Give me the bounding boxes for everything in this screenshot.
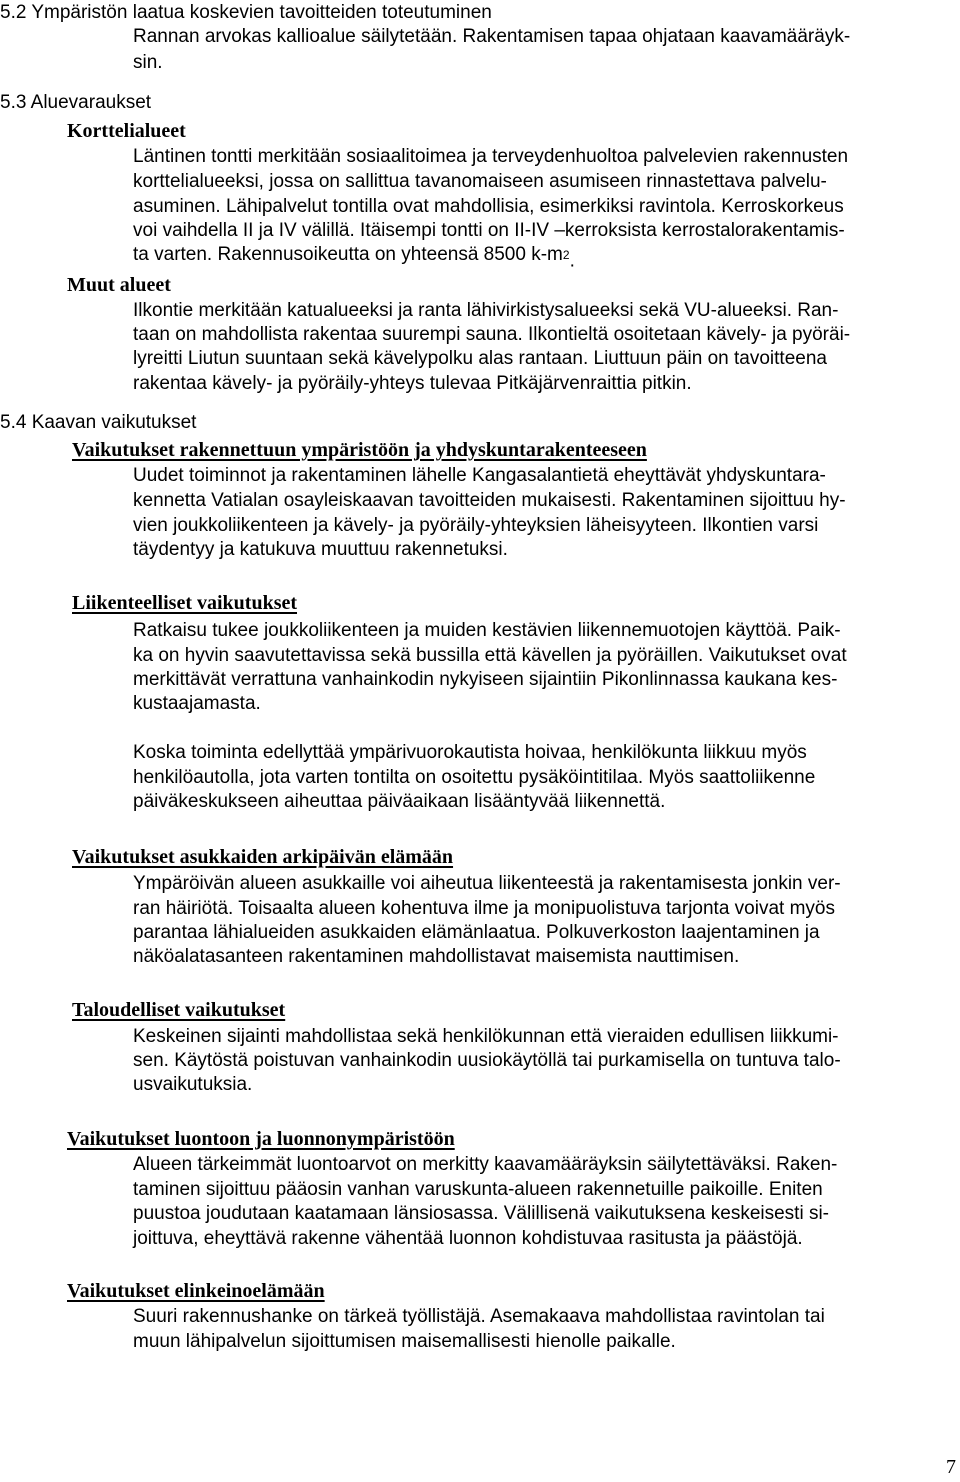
paragraph-line: ran häiriötä. Toisaalta alueen kohentuva ilme ja monipuolistuva tarjonta voivat myös [133, 898, 835, 919]
paragraph-line: kennetta Vatialan osayleiskaavan tavoitteiden mukaisesti. Rakentaminen sijoittuu hy- [133, 490, 846, 511]
paragraph-line: merkittävät verrattuna vanhainkodin nykyiseen sijaintiin Pikonlinnassa kaukana kes- [133, 669, 838, 690]
paragraph-line: Uudet toiminnot ja rakentaminen lähelle Kangasalantietä eheyttävät yhdyskuntara- [133, 465, 826, 486]
paragraph-line: taminen sijoittuu pääosin vanhan varuskunta-alueen rakennetuille paikoille. Eniten [133, 1179, 823, 1200]
paragraph-line: päiväkeskukseen aiheuttaa päiväaikaan lisääntyvää liikennettä. [133, 791, 666, 812]
paragraph-line: voi vaihdella II ja IV välillä. Itäisempi tontti on II-IV –kerroksista kerrostalorakentamis- [133, 220, 845, 241]
luonto-heading: Vaikutukset luontoon ja luonnonympäristöön [67, 1128, 455, 1150]
paragraph-line: muun lähipalvelun sijoittumisen maisemallisesti hienolle paikalle. [133, 1331, 676, 1352]
paragraph-line-last [133, 243, 575, 273]
liikenne-heading: Liikenteelliset vaikutukset [72, 592, 298, 614]
korttelialueet-heading: Korttelialueet [67, 120, 186, 142]
paragraph-line: korttelialueeksi, jossa on sallittua tavanomaiseen asumiseen rinnastettava palvelu- [133, 171, 827, 192]
section-5-2-heading: 5.2 Ympäristön laatua koskevien tavoitteiden toteutuminen [0, 2, 492, 23]
paragraph-line: Ratkaisu tukee joukkoliikenteen ja muiden kestävien liikennemuotojen käyttöä. Paik- [133, 620, 841, 641]
paragraph-line: Läntinen tontti merkitään sosiaalitoimea ja terveydenhuoltoa palvelevien rakennusten [133, 146, 849, 167]
paragraph-line: ta varten. Rakennusoikeutta on yhteensä 8500 k-m [133, 244, 563, 265]
paragraph-line: Keskeinen sijainti mahdollistaa sekä henkilökunnan että vieraiden edullisen liikkumi- [133, 1026, 839, 1047]
paragraph-line: rakentaa kävely- ja pyöräily-yhteys tulevaa Pitkäjärvenraittia pitkin. [133, 373, 692, 394]
paragraph-line: näköalatasanteen rakentaminen mahdollistavat maisemista nauttimisen. [133, 946, 740, 967]
arki-heading: Vaikutukset asukkaiden arkipäivän elämään [72, 846, 454, 868]
talous-heading: Taloudelliset vaikutukset [72, 999, 286, 1021]
paragraph-line: Rannan arvokas kallioalue säilytetään. Rakentamisen tapaa ohjataan kaavamääräyk- [133, 26, 851, 47]
paragraph-line: puustoa joudutaan kaatamaan länsiosassa. Välillisenä vaikutuksena keskeisesti si- [133, 1203, 830, 1224]
paragraph-line: sin. [133, 52, 163, 73]
paragraph-line: Ympäröivän alueen asukkaille voi aiheutua liikenteestä ja rakentamisesta jonkin ver- [133, 873, 841, 894]
paragraph-line: kustaajamasta. [133, 693, 261, 714]
paragraph-line: ka on hyvin saavutettavissa sekä bussilla että kävellen ja pyöräillen. Vaikutukset ovat [133, 645, 847, 666]
muut-alueet-heading: Muut alueet [67, 274, 171, 296]
paragraph-line: parantaa lähialueiden asukkaiden elämänlaatua. Polkuverkoston laajentaminen ja [133, 922, 820, 943]
page-number: 7 [946, 1456, 956, 1478]
superscript: 2 [562, 248, 570, 262]
paragraph-line: joittuva, eheyttävä rakenne vähentää luonnon kohdistuvaa rasitusta ja päästöjä. [133, 1228, 803, 1249]
paragraph-line: asuminen. Lähipalvelut tontilla ovat mahdollisia, esimerkiksi ravintola. Kerroskorkeus [133, 196, 844, 217]
paragraph-line: sen. Käytöstä poistuvan vanhainkodin uusiokäytöllä tai purkamisella on tuntuva talo- [133, 1050, 841, 1071]
paragraph-line: Ilkontie merkitään katualueeksi ja ranta lähivirkistysalueeksi sekä VU-alueeksi. Ran- [133, 300, 839, 321]
paragraph-line: täydentyy ja katukuva muuttuu rakennetuksi. [133, 539, 508, 560]
paragraph-line: lyreitti Liutun suuntaan sekä kävelypolku alas rantaan. Liuttuun päin on tavoitteena [133, 348, 827, 369]
section-5-3-heading: 5.3 Aluevaraukset [0, 92, 152, 113]
section-5-4-heading: 5.4 Kaavan vaikutukset [0, 412, 197, 433]
paragraph-line: Suuri rakennushanke on tärkeä työllistäjä. Asemakaava mahdollistaa ravintolan tai [133, 1306, 825, 1327]
paragraph-line: usvaikutuksia. [133, 1074, 253, 1095]
rakennettu-heading: Vaikutukset rakennettuun ympäristöön ja yhdyskuntarakenteeseen [72, 439, 647, 461]
elinkeino-heading: Vaikutukset elinkeinoelämään [67, 1280, 325, 1302]
paragraph-line: henkilöautolla, jota varten tontilta on osoitettu pysäköintitilaa. Myös saattoliikenne [133, 767, 816, 788]
paragraph-line: taan on mahdollista rakentaa suurempi sauna. Ilkontieltä osoitetaan kävely- ja pyöräi- [133, 324, 851, 345]
paragraph-line: vien joukkoliikenteen ja kävely- ja pyöräily-yhteyksien läheisyyteen. Ilkontien varsi [133, 515, 819, 536]
punctuation: . [569, 250, 575, 272]
paragraph-line: Alueen tärkeimmät luontoarvot on merkitty kaavamääräyksin säilytettäväksi. Raken- [133, 1154, 838, 1175]
paragraph-line: Koska toiminta edellyttää ympärivuorokautista hoivaa, henkilökunta liikkuu myös [133, 742, 807, 763]
